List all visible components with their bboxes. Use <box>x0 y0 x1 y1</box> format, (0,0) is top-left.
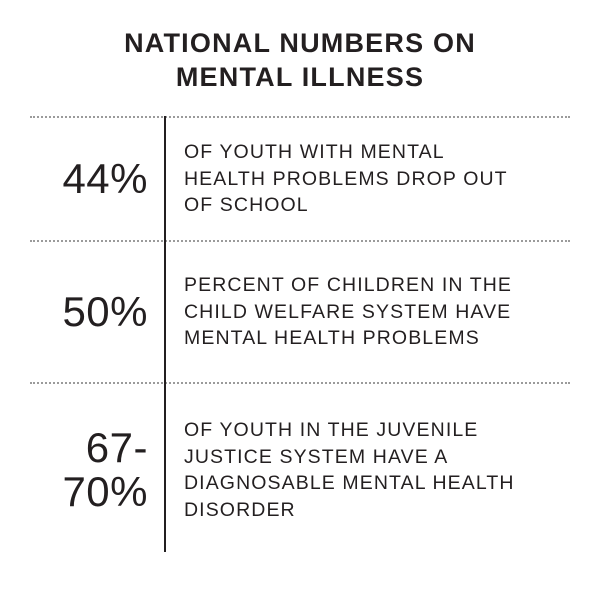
stat-value-line: 50% <box>62 287 148 335</box>
list-item <box>30 242 570 382</box>
stat-value-line: 70% <box>62 468 148 516</box>
stat-value-line: 67- <box>85 423 148 471</box>
list-item <box>30 118 570 240</box>
stat-description-line: OF YOUTH WITH MENTAL <box>184 141 445 164</box>
stat-description-line: PERCENT OF CHILDREN IN THE <box>184 274 513 297</box>
stat-description <box>164 417 570 523</box>
stat-description-line: CHILD WELFARE SYSTEM HAVE <box>184 300 512 323</box>
stat-description <box>164 139 570 219</box>
stat-value-line: 44% <box>62 154 148 202</box>
page-title <box>90 26 510 94</box>
stat-value <box>30 423 164 516</box>
stat-description-line: DIAGNOSABLE MENTAL HEALTH <box>184 472 515 495</box>
vertical-divider <box>164 116 166 552</box>
stat-description-line: OF YOUTH IN THE JUVENILE <box>184 419 479 441</box>
stat-description <box>164 272 570 352</box>
stat-description-line: HEALTH PROBLEMS DROP OUT <box>184 167 508 190</box>
list-item <box>30 384 570 556</box>
stat-value <box>30 287 164 335</box>
stat-description-line: OF SCHOOL <box>184 194 309 217</box>
stat-value <box>30 154 164 202</box>
stat-description-line: DISORDER <box>184 498 296 521</box>
page-title-line-2: MENTAL ILLNESS <box>175 62 425 93</box>
stat-description-line: JUSTICE SYSTEM HAVE A <box>184 445 449 468</box>
stat-list <box>30 116 570 591</box>
page-title-line-1: NATIONAL NUMBERS ON <box>124 28 476 58</box>
stat-description-line: MENTAL HEALTH PROBLEMS <box>184 327 480 350</box>
